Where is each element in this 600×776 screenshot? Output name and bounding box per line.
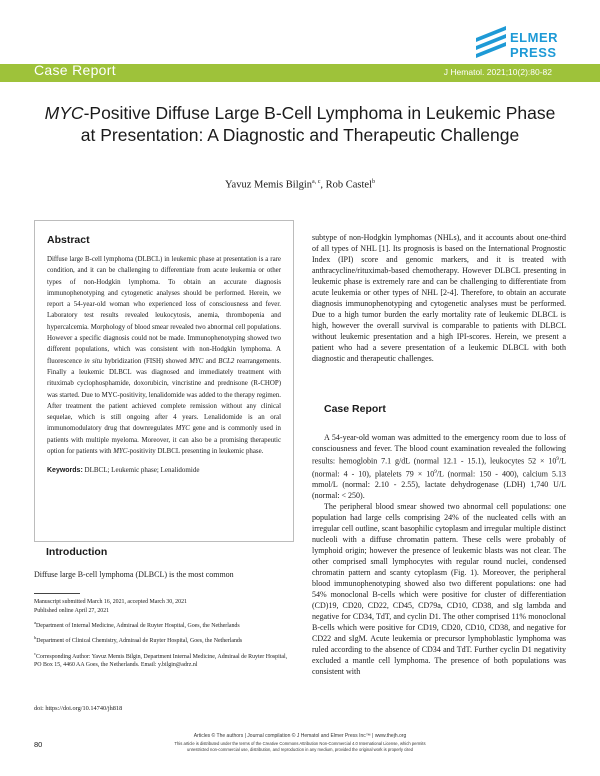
intro-paragraph: Diffuse large B-cell lymphoma (DLBCL) is the most common <box>34 570 234 579</box>
title-text: -Positive Diffuse Large B-Cell Lymphoma in Leukemic Phase at Presentation: A Diagnostic and Therapeutic Challenge <box>80 103 556 145</box>
case-sup: 9 <box>434 469 437 475</box>
footnotes <box>34 598 296 674</box>
case-paragraph-1 <box>312 432 566 501</box>
case-paragraph-2: The peripheral blood smear showed two abnormal cell populations: one population had large cells comprising 24% of the nucleated cells with an irregular cell outline, scant basophilic cytoplasm and irregular multiple distinct nucleoli with a diffuse chromatin pattern. These cells were probably of lymphoid origin; however the presence of leukemic blasts was not clear. The other comprised small lymphocytes with regular round nuclei, condensed chromatin pattern and scanty cytoplasm (Fig. 1). Moreover, the peripheral blood immunophenotyping showed also two different populations: one had 54% monoclonal B-cells which were positive for cluster of differentiation (CD)19, CD20, CD22, CD45, CD79a, CD10, CD38, and sIg lambda and negative for CD34, TdT, and cyclin D1. The other comprised 11% monoclonal B-cells which were positive for CD19, CD20, CD10, CD38, and negative for CD22 and sIgM. Acute leukemia or precursor lymphoblastic lymphoma was ruled according to the absence of CD34 and TdT. Further cyclin D1 negativity excluded a mantle cell lymphoma. The presence of both populations was consistent with <box>312 502 566 677</box>
intro-continued <box>312 232 566 364</box>
keywords-text: DLBCL; Leukemic phase; Lenalidomide <box>82 466 200 475</box>
case-report-heading: Case Report <box>324 403 386 415</box>
intro-heading: Introduction <box>46 546 108 558</box>
logo-text-line1: ELMER <box>510 30 558 45</box>
journal-citation: J Hematol. 2021;10(2):80-82 <box>443 67 552 77</box>
case-sup: 9 <box>556 457 559 462</box>
abstract-heading: Abstract <box>47 234 90 246</box>
publisher-logo <box>476 28 588 68</box>
article-title <box>40 102 560 146</box>
doi-link[interactable]: doi: https://doi.org/10.14740/jh818 <box>34 705 123 712</box>
abs-seg: MYC <box>189 357 204 365</box>
author-1: Yavuz Memis Bilgin <box>225 179 313 191</box>
case-seg: /L (normal: 4 - 10), platelets 79 × 10 <box>312 456 566 479</box>
case-seg: /L (normal: 150 - 400), calcium 5.13 mmol/L (normal: 2.10 - 2.55), lactate dehydrogenase (LDH) 1,740 U/L (normal: < 250). <box>312 469 566 501</box>
logo-mark-icon <box>476 30 506 60</box>
affiliation-b: Department of Clinical Chemistry, Admiraal de Ruyter Hospital, Goes, the Netherlands <box>36 638 243 645</box>
author-separator: , <box>320 179 326 191</box>
title-gene: MYC <box>44 103 84 123</box>
footer-license-2: unrestricted non-commercial use, distribution, and reproduction in any medium, provided the original work is properly cited <box>186 747 413 752</box>
logo-text-line2: PRESS <box>510 45 557 60</box>
aff-c-sup: c <box>34 650 36 656</box>
author-1-sup: a, c <box>312 179 321 185</box>
affiliation-a: Department of Internal Medicine, Admiraal de Ruyter Hospital, Goes, the Netherlands <box>36 622 240 629</box>
case-report-body <box>312 432 566 677</box>
footnote-divider <box>34 593 80 594</box>
abs-seg: Diffuse large B-cell lymphoma (DLBCL) in leukemic phase at presentation is a rare condition, and it can be challenging to differentiate from acute leukemia or other types of non-Hodgkin lymphoma. To obtain an accurate diagnosis immunophenotyping and cytogenetic analyses should be performed. Herein, we report a 54-year-old woman who experienced loss of consciousness and fever. Laboratory test results revealed leukocytosis, anemia, thrombopenia and hypercalcemia. Morphology of blood smear revealed two abnormal cell populations. However a specific diagnosis could not be made. Immunophenotyping showed two different populations, which was consistent with non-Hodgkin lymphoma. A fluorescence <box>47 256 281 365</box>
footer-copyright: Articles © The authors | Journal compilation © J Hematol and Elmer Press Inc™ | www.thejh.org <box>193 733 407 739</box>
submitted-date: Manuscript submitted March 16, 2021, accepted March 30, 2021 <box>34 599 187 605</box>
abstract-text <box>47 254 281 457</box>
abs-seg: and <box>203 357 219 365</box>
abs-seg: BCL2 <box>218 357 235 365</box>
abs-seg: in situ <box>84 357 103 365</box>
abs-seg: gene and is commonly used in patients with multiple myeloma. Moreover, it can also be a promising therapeutic option for patients with <box>47 425 281 456</box>
abs-seg: MYC <box>175 425 190 433</box>
page-number: 80 <box>34 740 43 749</box>
keywords-label: Keywords: <box>47 467 83 475</box>
aff-b-sup: b <box>34 635 37 641</box>
published-date: Published online April 27, 2021 <box>34 607 110 614</box>
author-2: Rob Castel <box>325 179 372 191</box>
article-type: Case Report <box>34 62 116 78</box>
keywords <box>47 466 281 474</box>
abs-seg: MYC <box>113 448 128 456</box>
intro-paragraph-continued: subtype of non-Hodgkin lymphomas (NHLs), and it accounts about one-third of all types of NHL [1]. Its prognosis is based on the International Prognostic Index (IPI) score and genomic markers, and it is treated with anthracycline/rituximab-based chemotherapy. However DLBCL presenting in leukemic phase is extremely rare and can be challenging to differentiate from acute leukemia or other types of NHL [2-4]. Therefore, to obtain an accurate diagnosis immunophenotyping and cytogenetic analyses must be performed. Due to a high tumor burden the early mortality rate of leukemic DLBCL is high, however the overall survival is comparable to patients with DLBCL without leukemic presentation and a high IPI-scores. Herein, we present a patient who had a severe presentation of a leukemic DLBCL with both diagnostic and therapeutic challenges. <box>312 233 566 363</box>
abstract-box <box>34 220 294 542</box>
abs-seg: -positivity DLBCL presenting in leukemic phase. <box>127 448 264 456</box>
author-list <box>0 179 600 191</box>
aff-a-sup: a <box>34 620 36 625</box>
abs-seg: hybridization (FISH) showed <box>102 357 190 365</box>
author-2-sup: b <box>371 179 375 185</box>
abs-seg: rearrangements. Finally a leukemic DLBCL was diagnosed and immediately treatment with rituximab cyclophosphamide, doxorubicin, vincristine and prednisone (R-CHOP) was started. Due to MYC-positivity, lenalidomide was added to the therapy regimen. After treatment the patient achieved complete remission without any clinical sequelae, which is still ongoing after 4 years. Lenalidomide is an oral immunomodulatory drug that downregulates <box>47 357 281 433</box>
corresponding-author: Corresponding Author: Yavuz Memis Bilgin, Department Internal Medicine, Admiraal de Ruyter Hospital, PO Box 15, 4460 AA Goes, the Netherlands. Email: y.bilgin@adrz.nl <box>34 653 288 669</box>
case-seg: A 54-year-old woman was admitted to the emergency room due to loss of consciousness and fever. The blood count examination revealed the following results: hemoglobin 7.1 g/dL (normal 12.1 - 15.1), leukocytes 52 × 10 <box>312 433 566 466</box>
footer-license-1: This article is distributed under the terms of the Creative Commons Attribution Non-Commercial 4.0 International License, which permits <box>174 741 426 746</box>
